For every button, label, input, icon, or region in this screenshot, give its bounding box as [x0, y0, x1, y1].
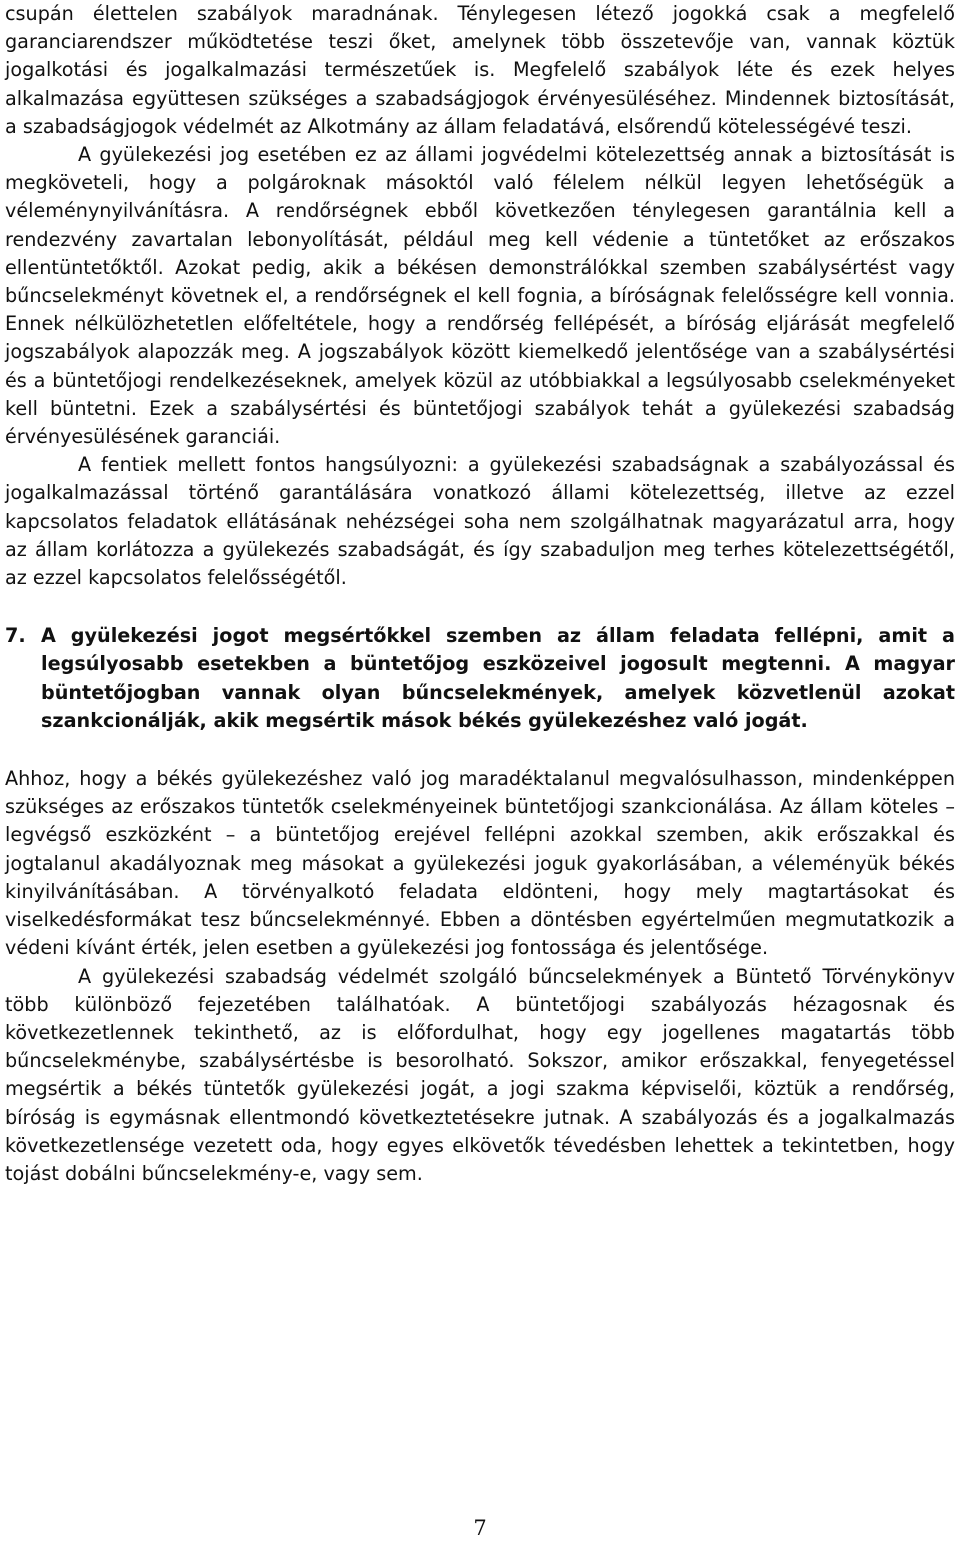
body-paragraph: Ahhoz, hogy a békés gyülekezéshez való jog maradéktalanul megvalósulhasson, mindenképpen szükséges az erőszakos tüntetők cselekményeinek büntetőjogi szankcionálása. Az állam köteles – legvégső eszközként – a büntetőjog erejével fellépni azokkal szemben, akik erőszakkal és jogtalanul akadályoznak meg másokat a gyülekezési joguk gyakorlásában, a véleményük békés kinyilvánításában. A törvényalkotó feladata eldönteni, hogy mely magtartásokat és viselkedésformákat tesz bűncselekménnyé. Ebben a döntésben egyértelműen megmutatkozik a védeni kívánt érték, jelen esetben a gyülekezési jog fontossága és jelentősége.: [5, 767, 955, 960]
body-paragraph: csupán élettelen szabályok maradnának. Ténylegesen létező jogokká csak a megfelelő garanciarendszer működtetése teszi őket, amelynek több összetevője van, vannak köztük jogalkotási és jogalkalmazási természetűek is. Megfelelő szabályok léte és ezek helyes alkalmazása együttesen szükséges a szabadságjogok érvényesüléséhez. Mindennek biztosítását, a szabadságjogok védelmét az Alkotmány az állam feladatává, elsőrendű kötelességévé teszi.: [5, 2, 955, 138]
section-heading-text: A gyülekezési jogot megsértőkkel szemben az állam feladata fellépni, amit a legsúlyosabb esetekben a büntetőjog eszközeivel jogosult megtenni. A magyar büntetőjogban vannak olyan bűncselekmények, amelyek közvetlenül azokat szankcionálják, akik megsértik mások békés gyülekezéshez való jogát.: [41, 624, 955, 732]
document-page: [5, 0, 955, 1188]
page-number: 7: [473, 1516, 487, 1540]
section-number: 7.: [5, 624, 26, 648]
body-paragraph: A gyülekezési jog esetében ez az állami jogvédelmi kötelezettség annak a biztosítását is megköveteli, hogy a polgároknak másoktól való félelem nélkül legyen lehetőségük a véleménynyilvánításra. A rendőrségnek ebből következően ténylegesen garantálnia kell a rendezvény zavartalan lebonyolítását, például meg kell védenie a tüntetőket az erőszakos ellentüntetőktől. Azokat pedig, akik a békésen demonstrálókkal szemben szabálysértést vagy bűncselekményt követnek el, a rendőrségnek el kell fognia, a bíróságnak felelősségre kell vonnia. Ennek nélkülözhetetlen előfeltétele, hogy a rendőrség fellépését, a bíróság eljárását megfelelő jogszabályok alapozzák meg. A jogszabályok között kiemelkedő jelentősége van a szabálysértési és a büntetőjogi rendelkezéseknek, amelyek közül az utóbbiakkal a legsúlyosabb cselekményeket kell büntetni. Ezek a szabálysértési és büntetőjogi szabályok tehát a gyülekezési szabadság érvényesülésének garanciái.: [5, 143, 955, 449]
section-heading: [5, 622, 955, 735]
spacer: [5, 735, 955, 765]
body-paragraph: A fentiek mellett fontos hangsúlyozni: a gyülekezési szabadságnak a szabályozással és jogalkalmazással történő garantálására vonatkozó állami kötelezettség, illetve az ezzel kapcsolatos feladatok ellátásának nehézségei soha nem szolgálhatnak magyarázatul arra, hogy az állam korlátozza a gyülekezés szabadságát, és így szabaduljon meg terhes kötelezettségétől, az ezzel kapcsolatos felelősségétől.: [5, 453, 955, 590]
body-paragraph: A gyülekezési szabadság védelmét szolgáló bűncselekmények a Büntető Törvénykönyv több különböző fejezetében találhatóak. A büntetőjogi szabályozás hézagosnak és következetlennek tekinthető, az is előfordulhat, hogy egy jogellenes magatartás több bűncselekménybe, szabálysértésbe is besorolható. Sokszor, amikor erőszakkal, fenyegetéssel megsértik a békés tüntetők gyülekezési jogát, a jogi szakma képviselői, köztük a rendőrség, bíróság is egymásnak ellentmondó következtetésekre jutnak. A szabályozás és a jogalkalmazás következetlensége vezetett oda, hogy egyes elkövetők tévedésben lehettek a tekintetben, hogy tojást dobálni bűncselekmény-e, vagy sem.: [5, 964, 955, 1185]
spacer: [5, 592, 955, 622]
